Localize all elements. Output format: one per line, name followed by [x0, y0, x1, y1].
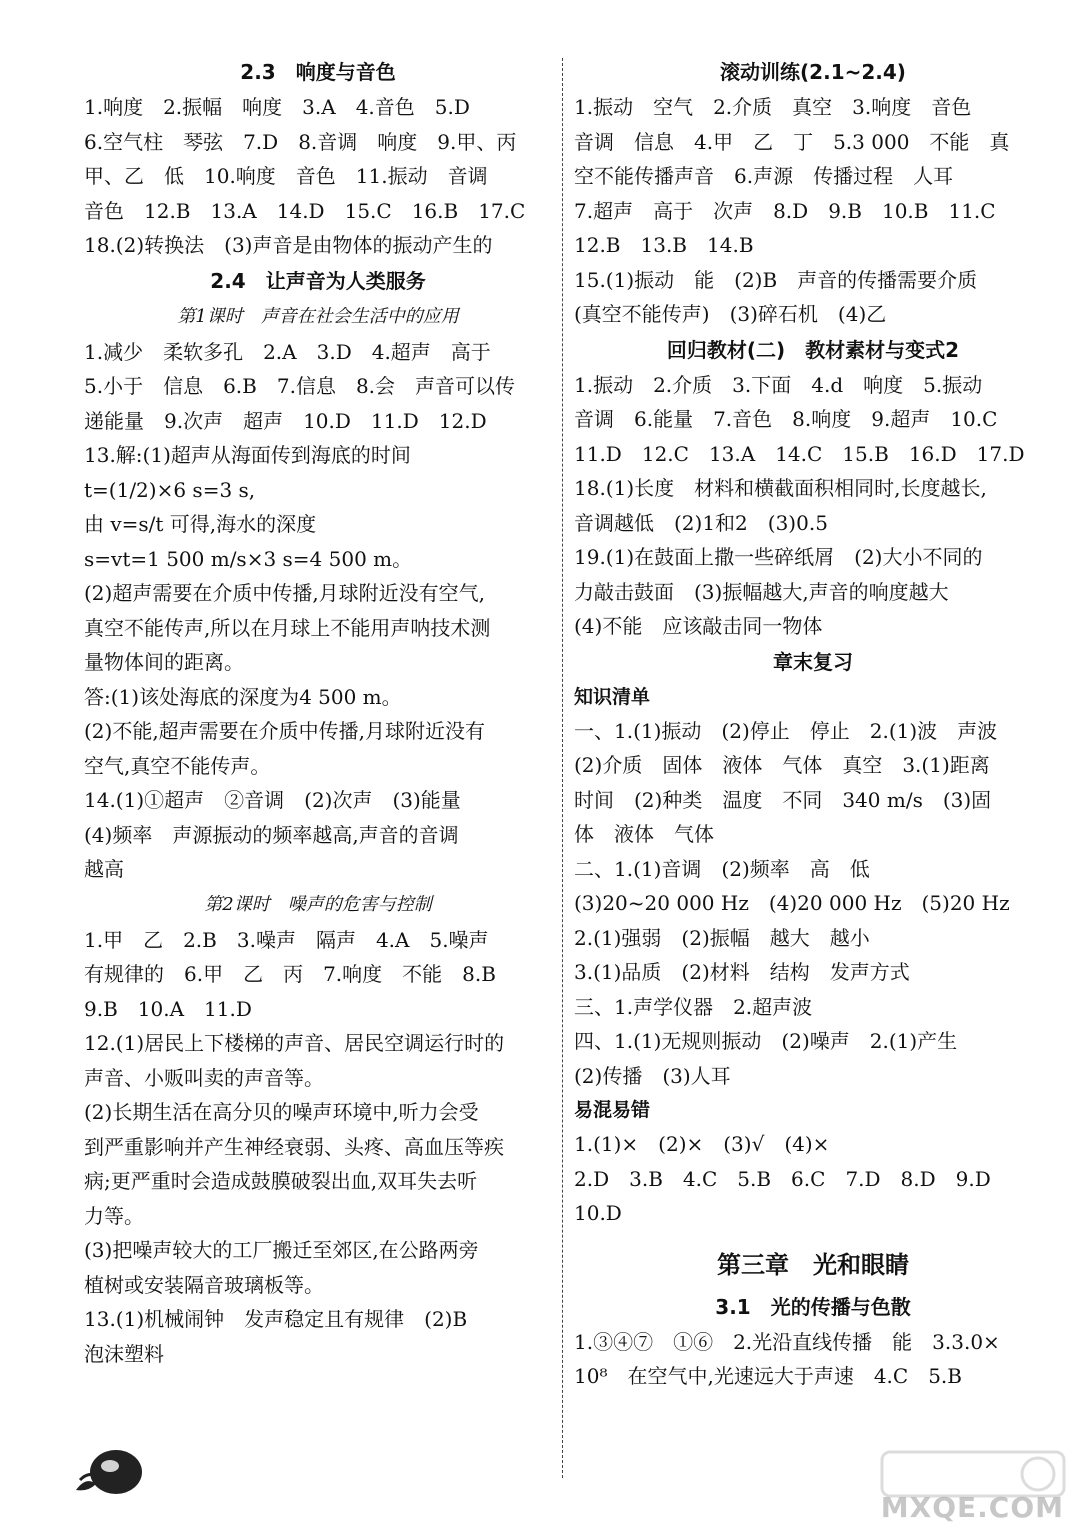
answer-line: t=(1/2)×6 s=3 s, [84, 477, 256, 502]
answer-line: (2)传播 (3)人耳 [574, 1063, 731, 1088]
answer-line: 音调越低 (2)1和2 (3)0.5 [574, 510, 828, 535]
publisher-logo [66, 1440, 150, 1500]
answer-line: 音调 信息 4.甲 乙 丁 5.3 000 不能 真 [574, 129, 1010, 154]
answer-line: 3.(1)品质 (2)材料 结构 发声方式 [574, 960, 910, 984]
section-heading: 2.3 响度与音色 [240, 60, 396, 84]
answer-line: 空气,真空不能传声。 [84, 753, 271, 778]
answer-line: 2.D 3.B 4.C 5.B 6.C 7.D 8.D 9.D [574, 1166, 991, 1191]
answer-line: 越高 [84, 857, 124, 881]
answer-line: 7.超声 高于 次声 8.D 9.B 10.B 11.C [574, 198, 996, 223]
answer-line: 1.减少 柔软多孔 2.A 3.D 4.超声 高于 [84, 339, 491, 364]
answer-line: 9.B 10.A 11.D [84, 996, 252, 1021]
answer-line: 2.(1)强弱 (2)振幅 越大 越小 [574, 925, 870, 950]
answer-line: 14.(1)①超声 ②音调 (2)次声 (3)能量 [84, 788, 461, 812]
answer-line: 12.(1)居民上下楼梯的声音、居民空调运行时的 [84, 1031, 505, 1055]
answer-line: 1.③④⑦ ①⑥ 2.光沿直线传播 能 3.3.0× [574, 1329, 1000, 1354]
column-divider [562, 58, 563, 1478]
answer-line: 有规律的 6.甲 乙 丙 7.响度 不能 8.B [84, 962, 496, 986]
answer-line: 11.D 12.C 13.A 14.C 15.B 16.D 17.D [574, 441, 1025, 466]
answer-line: 植树或安装隔音玻璃板等。 [84, 1272, 324, 1297]
answer-line: 1.(1)× (2)× (3)√ (4)× [574, 1132, 830, 1156]
answer-line: 力等。 [84, 1203, 144, 1228]
chapter-heading: 第三章 光和眼睛 [717, 1250, 909, 1279]
answer-line: 10.D [574, 1201, 622, 1225]
answer-line: (3)20~20 000 Hz (4)20 000 Hz (5)20 Hz [574, 891, 1010, 915]
answer-line: 13.(1)机械闹钟 发声稳定且有规律 (2)B [84, 1307, 468, 1331]
section-heading: 3.1 光的传播与色散 [715, 1294, 911, 1319]
answer-line: 10⁸ 在空气中,光速远大于声速 4.C 5.B [574, 1364, 962, 1388]
answer-line: 时间 (2)种类 温度 不同 340 m/s (3)固 [574, 787, 992, 812]
answer-line: 泡沫塑料 [84, 1341, 164, 1366]
section-heading: 回归教材(二) 教材素材与变式2 [666, 337, 960, 362]
answer-line: 1.响度 2.振幅 响度 3.A 4.音色 5.D [84, 95, 470, 119]
answer-line: 到严重影响并产生神经衰弱、头疼、高血压等疾 [84, 1134, 504, 1159]
section-heading: 滚动训练(2.1~2.4) [720, 60, 906, 84]
answer-line: 12.B 13.B 14.B [574, 233, 754, 257]
answer-line: 空不能传播声音 6.声源 传播过程 人耳 [574, 164, 954, 188]
answer-line: 声音、小贩叫卖的声音等。 [84, 1065, 324, 1090]
watermark-text: MXQE.COM [880, 1491, 1064, 1524]
answer-line: 13.解:(1)超声从海面传到海底的时间 [84, 443, 411, 467]
lesson-heading: 第2课时 噪声的危害与控制 [204, 893, 432, 915]
answer-line: 音调 6.能量 7.音色 8.响度 9.超声 10.C [574, 407, 998, 431]
answer-line: (2)长期生活在高分贝的噪声环境中,听力会受 [84, 1100, 479, 1124]
lesson-heading: 第1课时 声音在社会生活中的应用 [177, 305, 459, 327]
subsection-heading: 易混易错 [574, 1099, 651, 1121]
answer-line: 由 v=s/t 可得,海水的深度 [84, 512, 317, 536]
answer-line: 量物体间的距离。 [84, 650, 244, 674]
answer-line: (4)频率 声源振动的频率越高,声音的音调 [84, 822, 459, 847]
answer-line: 二、1.(1)音调 (2)频率 高 低 [574, 856, 870, 881]
subsection-heading: 知识清单 [574, 685, 651, 708]
answer-line: (3)把噪声较大的工厂搬迁至郊区,在公路两旁 [84, 1238, 479, 1262]
answer-line: 1.甲 乙 2.B 3.噪声 隔声 4.A 5.噪声 [84, 927, 489, 952]
answer-line: s=vt=1 500 m/s×3 s=4 500 m。 [84, 546, 413, 571]
answer-line: (真空不能传声) (3)碎石机 (4)乙 [574, 302, 887, 326]
answer-line: (2)不能,超声需要在介质中传播,月球附近没有 [84, 719, 486, 743]
answer-line: (2)介质 固体 液体 气体 真空 3.(1)距离 [574, 753, 990, 777]
answer-line: 15.(1)振动 能 (2)B 声音的传播需要介质 [574, 267, 978, 292]
answer-line: 体 液体 气体 [574, 822, 714, 846]
left-column [84, 54, 552, 1371]
answer-line: 6.空气柱 琴弦 7.D 8.音调 响度 9.甲、丙 [84, 129, 517, 154]
answer-line: 19.(1)在鼓面上撒一些碎纸屑 (2)大小不同的 [574, 545, 983, 569]
answer-line: 1.振动 2.介质 3.下面 4.d 响度 5.振动 [574, 372, 983, 397]
answer-line: 病;更严重时会造成鼓膜破裂出血,双耳失去听 [84, 1169, 478, 1193]
answer-line: 1.振动 空气 2.介质 真空 3.响度 音色 [574, 95, 972, 119]
answer-line: 答:(1)该处海底的深度为4 500 m。 [84, 684, 402, 709]
answer-line: 真空不能传声,所以在月球上不能用声呐技术测 [84, 615, 491, 640]
answer-line: 三、1.声学仪器 2.超声波 [574, 994, 813, 1019]
right-column [574, 54, 1052, 1394]
answer-line: (4)不能 应该敲击同一物体 [574, 614, 823, 638]
answer-line: 四、1.(1)无规则振动 (2)噪声 2.(1)产生 [574, 1029, 958, 1053]
answer-line: (2)超声需要在介质中传播,月球附近没有空气, [84, 581, 486, 605]
section-heading: 章末复习 [773, 649, 853, 674]
section-heading: 2.4 让声音为人类服务 [210, 268, 426, 293]
answer-line: 音色 12.B 13.A 14.D 15.C 16.B 17.C [84, 198, 526, 223]
answer-line: 18.(2)转换法 (3)声音是由物体的振动产生的 [84, 233, 493, 257]
answer-line: 5.小于 信息 6.B 7.信息 8.会 声音可以传 [84, 374, 516, 398]
answer-line: 甲、乙 低 10.响度 音色 11.振动 音调 [84, 164, 488, 188]
answer-line: 力敲击鼓面 (3)振幅越大,声音的响度越大 [574, 579, 949, 604]
answer-line: 18.(1)长度 材料和横截面积相同时,长度越长, [574, 476, 987, 500]
answer-line: 一、1.(1)振动 (2)停止 停止 2.(1)波 声波 [574, 718, 998, 743]
answer-line: 递能量 9.次声 超声 10.D 11.D 12.D [84, 408, 487, 433]
